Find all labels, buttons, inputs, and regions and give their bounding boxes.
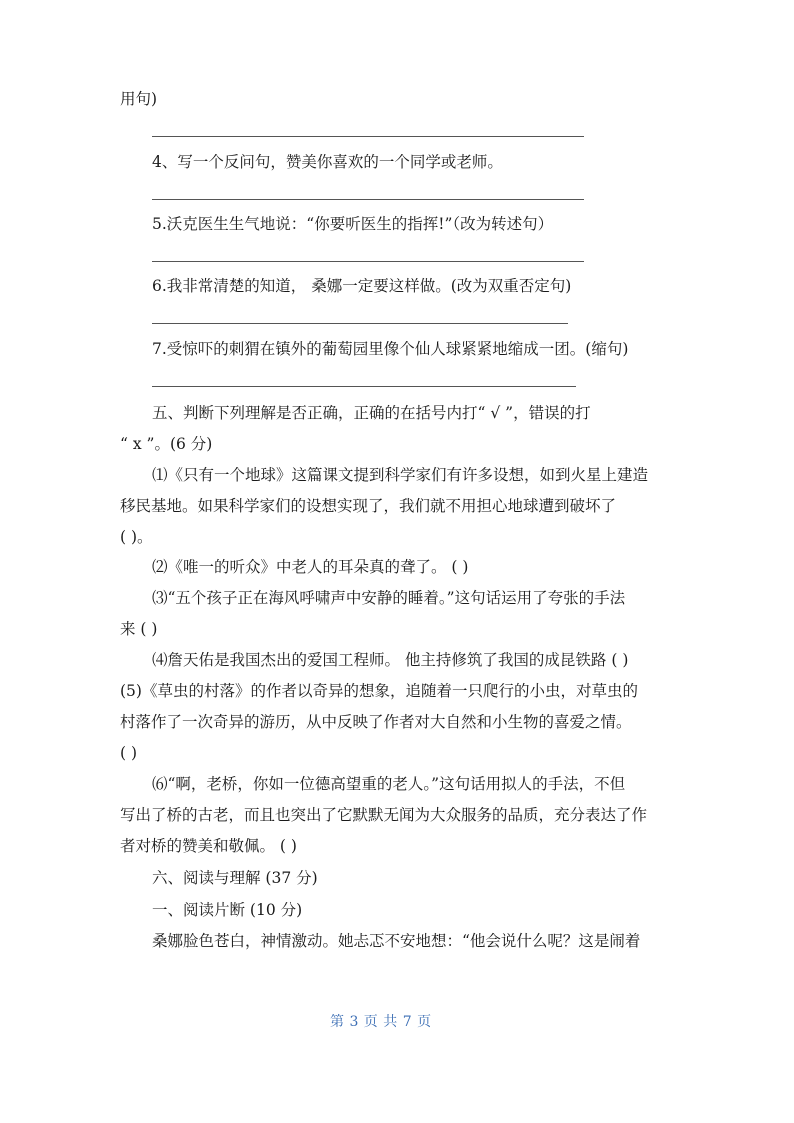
- page-number-footer: 第 3 页 共 7 页: [330, 1014, 432, 1030]
- subsection-heading: 一、阅读片断 (10 分): [152, 901, 303, 919]
- question-5: 5.沃克医生生气地说：“你要听医生的指挥!”（改为转述句）: [152, 215, 554, 233]
- judge-item-6-cont: 者对桥的赞美和敬佩。 ( ): [120, 837, 297, 855]
- judge-item-6: ⑹“啊，老桥，你如一位德高望重的老人。”这句话用拟人的手法，不但: [152, 775, 626, 793]
- question-7: 7.受惊吓的刺猬在镇外的葡萄园里像个仙人球紧紧地缩成一团。(缩句): [152, 340, 629, 358]
- judge-item-2: ⑵《唯一的听众》中老人的耳朵真的聋了。 ( ): [152, 558, 469, 576]
- section-5-heading-cont: “ x ”。(6 分): [120, 435, 213, 453]
- judge-item-1: ⑴《只有一个地球》这篇课文提到科学家们有许多设想，如到火星上建造: [152, 466, 649, 484]
- judge-item-5-cont: 村落作了一次奇异的游历，从中反映了作者对大自然和小生物的喜爱之情。: [120, 713, 632, 731]
- answer-line: [152, 136, 584, 137]
- answer-line: [152, 261, 584, 262]
- section-5-heading: 五、判断下列理解是否正确，正确的在括号内打“ √ ”，错误的打: [152, 404, 591, 422]
- text-line: 用句): [120, 90, 158, 108]
- judge-item-1-cont: ( )。: [120, 528, 153, 546]
- judge-item-5-cont: ( ): [120, 744, 138, 762]
- section-6-heading: 六、阅读与理解 (37 分): [152, 869, 318, 887]
- answer-line: [152, 199, 584, 200]
- answer-line: [152, 323, 568, 324]
- question-4: 4、写一个反问句，赞美你喜欢的一个同学或老师。: [152, 153, 503, 171]
- judge-item-6-cont: 写出了桥的古老，而且也突出了它默默无闻为大众服务的品质，充分表达了作: [120, 806, 648, 824]
- judge-item-3: ⑶“五个孩子正在海风呼啸声中安静的睡着。”这句话运用了夸张的手法: [152, 589, 626, 607]
- judge-item-4: ⑷詹天佑是我国杰出的爱国工程师。 他主持修筑了我国的成昆铁路 ( ): [152, 651, 629, 669]
- judge-item-5: (5)《草虫的村落》的作者以奇异的想象，追随着一只爬行的小虫，对草虫的: [120, 682, 638, 700]
- judge-item-3-cont: 来 ( ): [120, 620, 158, 638]
- judge-item-1-cont: 移民基地。如果科学家们的设想实现了，我们就不用担心地球遭到破坏了: [120, 497, 617, 515]
- question-6: 6.我非常清楚的知道， 桑娜一定要这样做。(改为双重否定句): [152, 277, 572, 295]
- answer-line: [152, 386, 576, 387]
- reading-paragraph: 桑娜脸色苍白，神情激动。她忐忑不安地想：“他会说什么呢？这是闹着: [152, 932, 641, 950]
